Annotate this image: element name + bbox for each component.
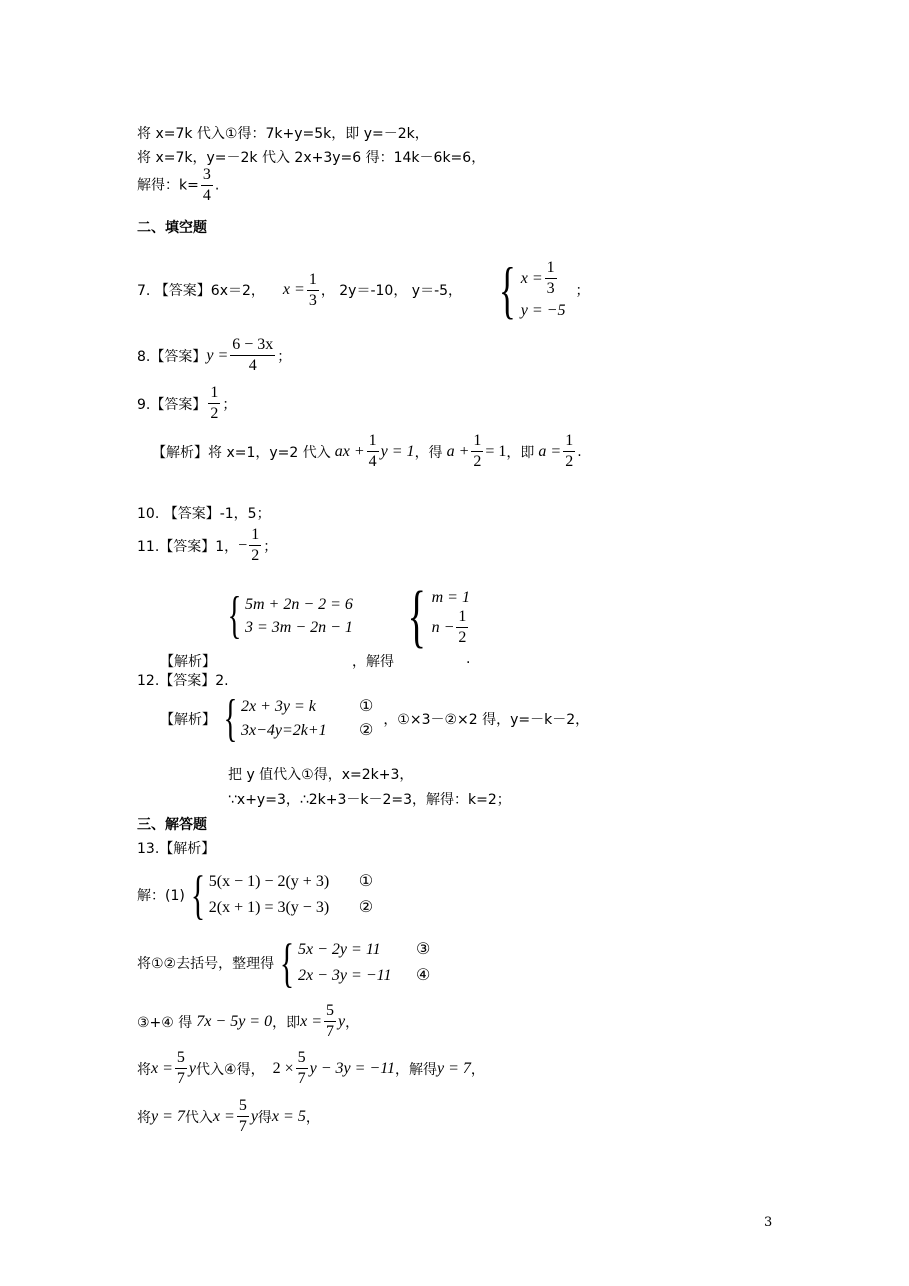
q11: 11.【答案】1， − $\frac{1}{2}$ ； (137, 526, 278, 564)
page-number: 3 (764, 1215, 773, 1230)
q11-system-2: { m = 1 n − $\frac{1}{2}$ (407, 578, 470, 655)
section-heading-3: 三、解答题 (137, 817, 207, 833)
q12-line-2: 把 y 值代入①得，x=2k+3， (228, 767, 414, 783)
q7-x-fraction: $\frac{1}{3}$ (308, 270, 317, 309)
q12-analysis: 【解析】 { 2x + 3y = k ① 3x−4y=2k+1 ② ，①×3－②×2 得，y=－k－2， (160, 690, 590, 747)
q11-analysis-label: 【解析】 (160, 654, 216, 670)
text-line-2: 将 x=7k，y=－2k 代入 2x+3y=6 得：14k－6k=6， (137, 150, 486, 166)
q13-line-4: 将 x = $\frac{5}{7}$ y 代入④得， 2 × $\frac{5}{7}$ y − 3y = −11 ，解得 y = 7 ， (137, 1049, 485, 1087)
l3-prefix: 解得：k= (137, 177, 199, 194)
q13-system-1: 解：(1) { 5(x − 1) − 2(y + 3) ① 2(x + 1) = 3(y − 3) ② (137, 865, 374, 925)
q10: 10. 【答案】-1，5； (137, 506, 271, 522)
q9-analysis: 【解析】将 x=1，y=2 代入 ax + $\frac{1}{4}$ y = 1 ，得 a + $\frac{1}{2}$ = 1 ，即 a = $\frac{1}{2}$ . (152, 432, 582, 470)
section-heading-2: 二、填空题 (137, 220, 207, 236)
q7-label: 7. 【答案】6x＝2， (137, 283, 265, 299)
q13-label: 13.【解析】 (137, 841, 216, 857)
q9: 9.【答案】 $\frac{1}{2}$ ； (137, 384, 237, 422)
q13-line-5: 将 y = 7 代入 x = $\frac{5}{7}$ y 得 x = 5 ， (137, 1097, 320, 1135)
q8-label: 8.【答案】 (137, 348, 207, 365)
k-fraction: $\frac{3}{4}$ (202, 166, 211, 204)
q12-line-3: ∵x+y=3，∴2k+3－k－2=3，解得：k=2； (228, 792, 511, 808)
q9-fraction: $\frac{1}{2}$ (210, 384, 219, 422)
q9-label: 9.【答案】 (137, 396, 207, 413)
q11-mid: ，解得 (352, 654, 394, 670)
text-line-3: 解得：k= $\frac{3}{4}$ . (137, 166, 220, 204)
q7-system: { x = $\frac{1}{3}$ y = −5 (498, 254, 566, 325)
q7: 7. 【答案】6x＝2， x = $\frac{1}{3}$ ， 2y＝-10， y＝-5， { x = $\frac{1}{3}$ y = −5 ； (137, 254, 590, 325)
text-line-1: 将 x=7k 代入①得：7k+y=5k，即 y=－2k， (137, 126, 429, 142)
q8-fraction: $\frac{6 - 3x}{4}$ (232, 336, 274, 374)
q8: 8.【答案】 y = $\frac{6 - 3x}{4}$ ； (137, 336, 292, 374)
q12-label: 12.【答案】2. (137, 673, 229, 689)
q11-label: 11.【答案】1， (137, 538, 239, 555)
q11-system-1: { 5m + 2n − 2 = 6 3 = 3m − 2n − 1 (227, 587, 353, 644)
q11-end: . (466, 651, 471, 667)
q13-system-2: 将①②去括号，整理得 { 5x − 2y = 11 ③ 2x − 3y = −11 ④ (137, 933, 431, 993)
q13-line-3: ③+④ 得 7x − 5y = 0 ，即 x = $\frac{5}{7}$ y ， (137, 1002, 360, 1040)
